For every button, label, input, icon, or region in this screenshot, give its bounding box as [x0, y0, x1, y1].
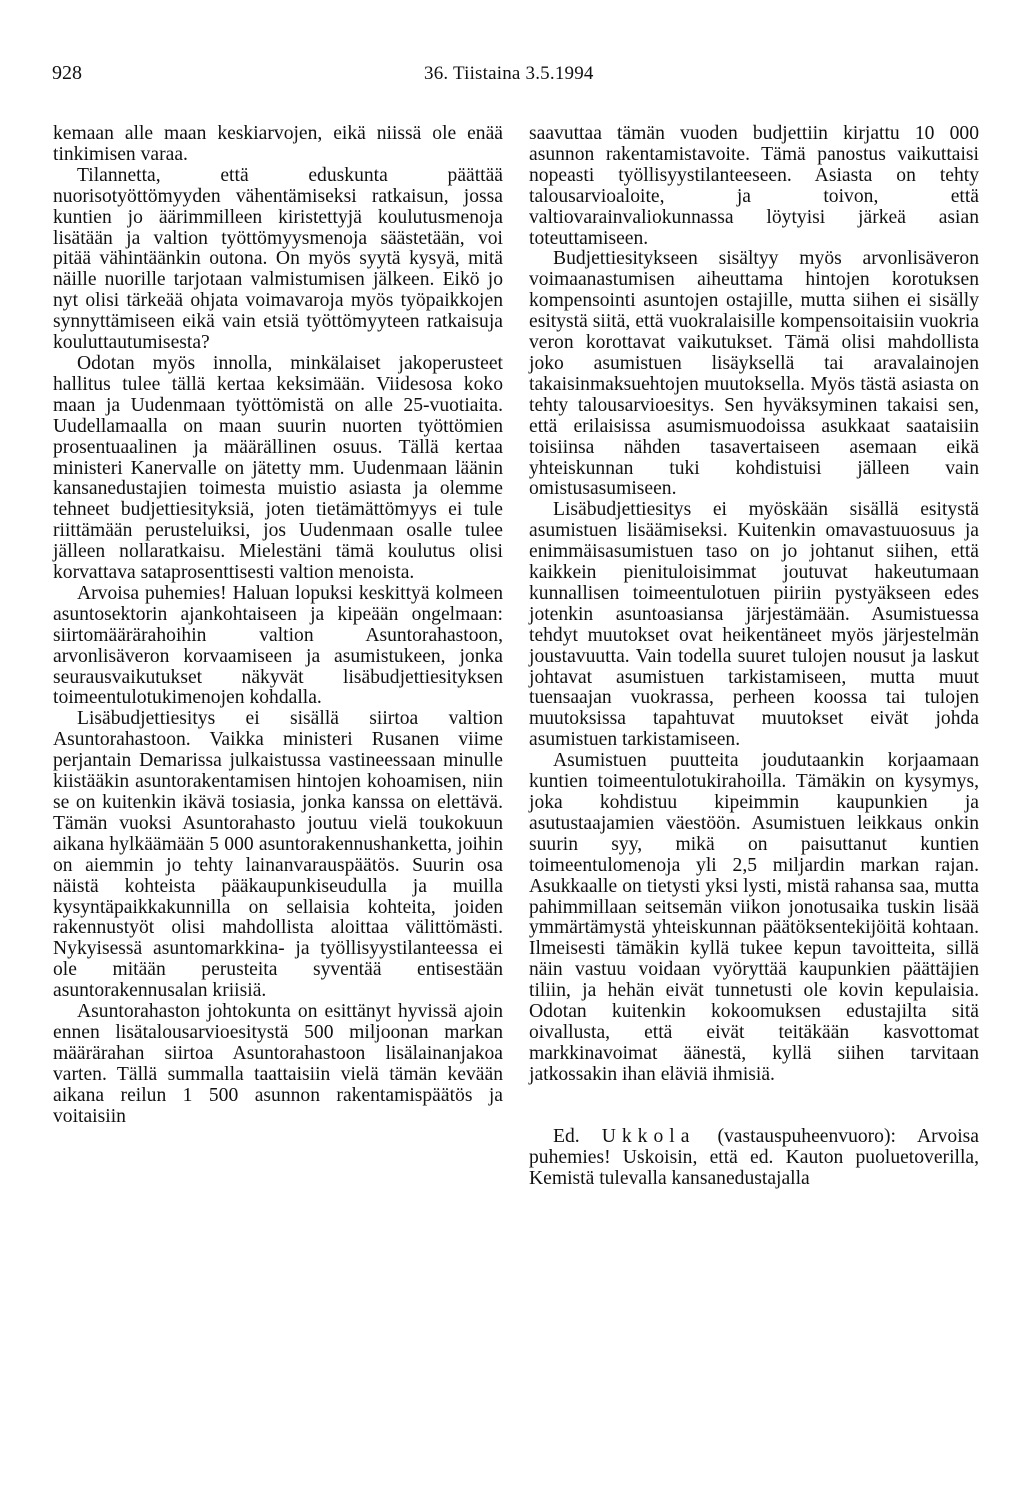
right-text-column [529, 124, 979, 1189]
paragraph: Asuntorahaston johtokunta on esittänyt hyvissä ajoin ennen lisätalousarvioesitystä 500 miljoonan markan määrärahan siirtoa Asuntorahastoon lisälainanjakoa varten. Tällä summalla taattaisiin vielä tämän kevään aikana reilun 1 500 asunnon rakentamispäätös ja voitaisiin [53, 1001, 503, 1127]
paragraph: saavuttaa tämän vuoden budjettiin kirjattu 10 000 asunnon rakentamistavoite. Tämä panostus vaikuttaisi nopeasti työllisyystilanteeseen. Asiasta on tehty talousarvioaloite, ja toivon, että valtiovarainvaliokunnassa löytyisi järkeä asian toteuttamiseen. [529, 123, 979, 249]
paragraph: Budjettiesitykseen sisältyy myös arvonlisäveron voimaanastumisen aiheuttama hintojen korotuksen kompensointi asuntojen ostajille, mutta siihen ei sisälly esitystä siitä, että vuokralaisille kompensoitaisiin vuokria veron korottavat vaikutukset. Tämä olisi mahdollista joko asumistuen lisäyksellä tai aravalainojen takaisinmaksuehtojen muutoksella. Myös tästä asiasta on tehty talousarvioesitys. Sen hyväksyminen takaisi sen, että erilaisissa asumismuodoissa asukkaat saataisiin toisiinsa nähden tasavertaiseen asemaan eikä yhteiskunnan tuki kohdistuisi jälleen vain omistusasumiseen. [529, 248, 979, 500]
speaker-name: Ukkola [601, 1125, 696, 1147]
speaker-role: (vastauspuheenvuoro): [717, 1125, 896, 1147]
paragraph: Tilannetta, että eduskunta päättää nuorisotyöttömyyden vähentämiseksi ratkaisun, jossa kuntien jo äärimmilleen kiristettyjä koulutusmenoja lisätään ja valtion työttömyysmenoja säästetään, voi pitää vähintäänkin outona. On myös syytä kysyä, mitä näille nuorille tarjotaan valmistumisen jälkeen. Eikö jo nyt olisi tärkeää ohjata voimavaroja myös työpaikkojen synnyttämiseen eikä vain etsiä työttömyyteen ratkaisuja kouluttautumisesta? [53, 164, 503, 354]
paragraph: Arvoisa puhemies! Haluan lopuksi keskittyä kolmeen asuntosektorin ajankohtaiseen ja kipeään ongelmaan: siirtomäärärahoihin valtion Asuntorahastoon, arvonlisäveron korvaamiseen ja asumistukeen, jonka seurausvaikutukset näkyvät lisäbudjettiesityksen toimeentulotukimenojen kohdalla. [53, 582, 503, 709]
left-text-column [53, 124, 503, 1128]
paragraph: Odotan myös innolla, minkälaiset jakoperusteet hallitus tulee tällä kertaa keksimään. Viidesosa koko maan ja Uudenmaan työttömistä on alle 25-vuotiaita. Uudellamaalla on maan suurin nuorten työttömien prosentuaalinen ja määrällinen osuus. Tällä kertaa ministeri Kanervalle on jätetty mm. Uudenmaan läänin kansanedustajien toimesta muistio asiasta ja olemme tehneet budjettiesityksiä, joten tietämättömyys ei tule riittämään perusteluiksi, jos Uudenmaan osalle tulee jälleen nollaratkaisu. Mielestäni tämä koulutus olisi korvattava sataprosenttisesti valtion menoista. [53, 352, 503, 584]
speaker-paragraph [529, 1127, 979, 1190]
speech-text: Arvoisa puhemies! Uskoisin, että ed. Kauton puoluetoverilla, Kemistä tulevalla kansanedustajalla [529, 1125, 979, 1189]
paragraph: Asumistuen puutteita joudutaankin korjaamaan kuntien toimeentulotukirahoilla. Tämäkin on kysymys, joka kohdistuu kipeimmin kaupunkien ja asutustaajamien väestöön. Asumistuen leikkaus onkin suurin syy, mikä on paisuttanut kuntien toimeentulomenoja yli 2,5 miljardin markan rajan. Asukkaalle on tietysti yksi lysti, mistä rahansa saa, mutta pahimmillaan seitsemän viikon jonotusaika tuskin lisää ymmärtämystä yhteiskunnan päätöksentekijöitä kohtaan. Ilmeisesti tämäkin kyllä tukee kepun tavoitteita, sillä näin vastuu voidaan vyöryttää kaupunkien päättäjien tiliin, ja hehän eivät tunnetusti ole kovin kepulaisia. Odotan kuitenkin kokoomuksen edustajilta sitä oivallusta, että eivät teitäkään kasvottomat markkinavoimat äänestä, kyllä siihen tarvitaan jatkossakin ihan eläviä ihmisiä. [529, 750, 979, 1085]
session-date-header: 36. Tiistaina 3.5.1994 [424, 63, 594, 84]
paragraph: Lisäbudjettiesitys ei myöskään sisällä esitystä asumistuen lisäämiseksi. Kuitenkin omavastuuosuus ja enimmäisasumistuen taso on jo johtanut siihen, että kaikkein pienituloisimmat joutuvat hakeutumaan kunnallisen toimeentulotuen piiriin pystyäkseen edes jotenkin asuntoasiansa järjestämään. Asumistuessa tehdyt muutokset ovat heikentäneet myös järjestelmän joustavuutta. Vain todella suuret tulojen nousut ja laskut johtavat asumistuen tarkistamiseen, mutta muut tuensaajan vuokrassa, perheen koossa tai tulojen muutoksissa tapahtuvat muutokset eivät johda asumistuen tarkistamiseen. [529, 499, 979, 751]
paragraph: kemaan alle maan keskiarvojen, eikä niissä ole enää tinkimisen varaa. [53, 123, 503, 165]
page-number: 928 [52, 62, 82, 84]
speaker-prefix: Ed. [553, 1125, 580, 1147]
paragraph: Lisäbudjettiesitys ei sisällä siirtoa valtion Asuntorahastoon. Vaikka ministeri Rusanen viime perjantain Demarissa julkaistussa vastineessaan minulle kiistääkin asuntorakentamisen hintojen kohoamisen, niin se on kuitenkin ikävä tosiasia, jonka kanssa on elettävä. Tämän vuoksi Asuntorahasto joutuu vielä toukokuun aikana hylkäämään 5 000 asuntorakennushanketta, joihin on aiemmin jo tehty lainanvarauspäätös. Suurin osa näistä kohteista pääkaupunkiseudulla ja muilla kysyntäpaikkakunnilla on sellaisia kohteita, joiden rakennustyöt olisi mahdollista aloittaa välittömästi. Nykyisessä asuntomarkkina- ja työllisyystilanteessa ei ole mitään perusteita syventää entisestään asuntorakennusalan kriisiä. [53, 708, 503, 1002]
